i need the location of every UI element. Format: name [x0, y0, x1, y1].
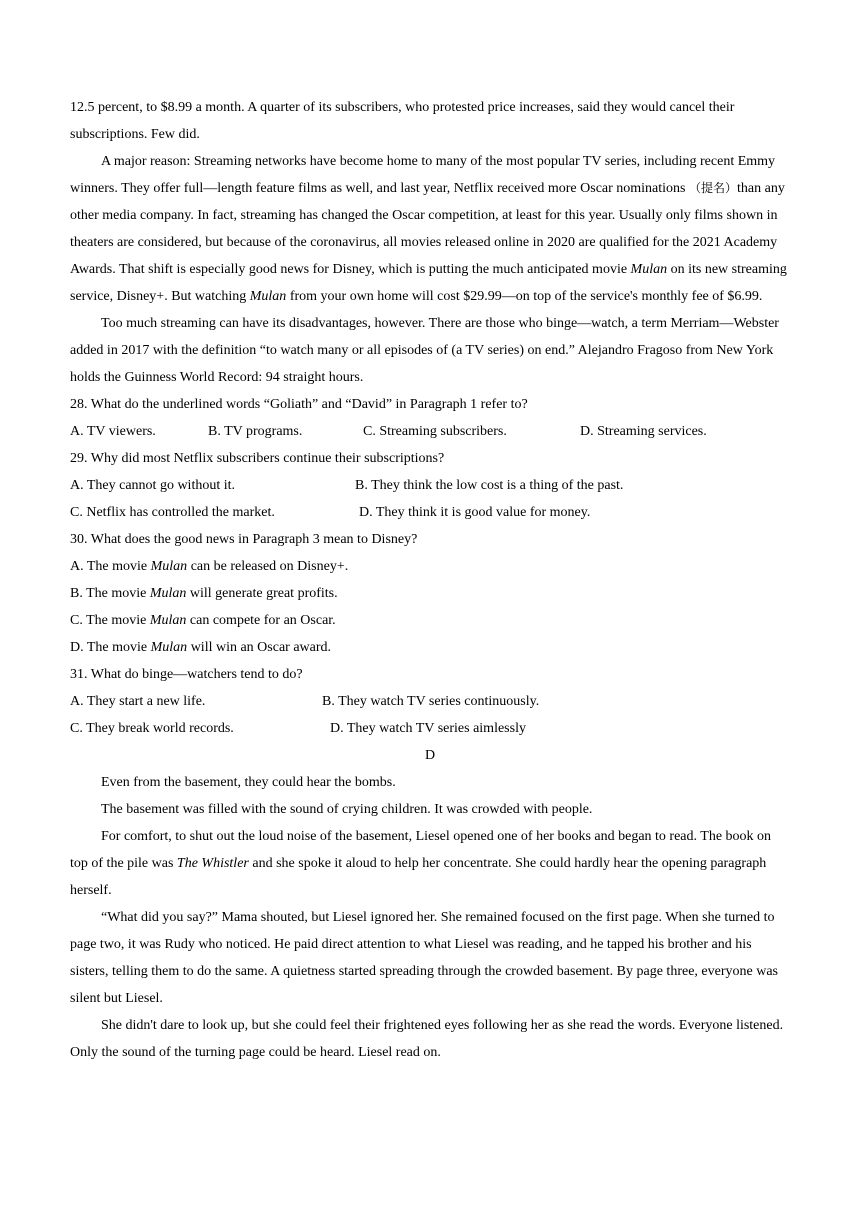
text-span: from your own home will cost $29.99—on top of the service's monthly fee of $6.99.	[286, 289, 763, 304]
question-29-option-c: C. Netflix has controlled the market.	[70, 505, 275, 520]
passage-d-paragraph-5: She didn't dare to look up, but she could feel their frightened eyes following her as she read the words. Everyone listened. Only the sound of the turning page could be heard. Liesel read on.	[70, 1018, 784, 1060]
question-31-options-row-1	[70, 688, 790, 715]
movie-title: Mulan	[249, 289, 287, 304]
passage-c-paragraph-continued: 12.5 percent, to $8.99 a month. A quarter of its subscribers, who protested price increases, said they would cancel their subscriptions. Few did.	[70, 100, 735, 142]
text-span: than any other media company. In fact, streaming has changed the Oscar competition, at least for this year. Usually only films shown in theaters are considered, but because of the coronavirus, all movies released online in 2020 are qualified for the 2021 Academy Awards. That shift is especially good news for Disney, which is putting the much anticipated movie	[70, 181, 785, 277]
question-28-option-d: D. Streaming services.	[580, 424, 707, 439]
passage-d-paragraph-1: Even from the basement, they could hear the bombs.	[101, 775, 396, 790]
question-28-stem: 28. What do the underlined words “Goliath” and “David” in Paragraph 1 refer to?	[70, 397, 528, 412]
movie-title: Mulan	[150, 640, 188, 655]
annotation-cjk: （提名）	[689, 181, 738, 195]
question-29-options-row-1	[70, 472, 790, 499]
question-29-option-a: A. They cannot go without it.	[70, 478, 235, 493]
text-span: can be released on Disney+.	[187, 559, 349, 574]
text-span: on its new streaming service, Disney+. But watching	[70, 262, 787, 304]
movie-title: Mulan	[149, 586, 187, 601]
text-span: For comfort, to shut out the loud noise of the basement, Liesel opened one of her books and began to read. The book on top of the pile was	[70, 829, 772, 871]
passage-d-paragraph-3	[70, 823, 790, 904]
question-31-option-c: C. They break world records.	[70, 721, 234, 736]
question-31-option-d: D. They watch TV series aimlessly	[330, 721, 526, 736]
text-span: can compete for an Oscar.	[186, 613, 336, 628]
movie-title: Mulan	[149, 613, 187, 628]
question-29-option-d: D. They think it is good value for money.	[359, 505, 591, 520]
question-28-option-b: B. TV programs.	[208, 424, 303, 439]
question-29-stem: 29. Why did most Netflix subscribers continue their subscriptions?	[70, 451, 445, 466]
movie-title: Mulan	[150, 559, 188, 574]
question-29-option-b: B. They think the low cost is a thing of the past.	[355, 478, 624, 493]
text-span: A. The movie	[70, 559, 151, 574]
book-title: The Whistler	[176, 856, 249, 871]
text-span: B. The movie	[70, 586, 150, 601]
passage-d-heading: D	[424, 748, 436, 763]
question-30-option-c	[70, 607, 790, 634]
question-31-option-a: A. They start a new life.	[70, 694, 206, 709]
passage-c-paragraph-reason	[70, 148, 790, 310]
text-span: and she spoke it aloud to help her concentrate. She could hardly hear the opening paragraph herself.	[70, 856, 767, 898]
question-30-option-b	[70, 580, 790, 607]
text-span: A major reason: Streaming networks have become home to many of the most popular TV series, including recent Emmy winners. They offer full—length feature films as well, and last year, Netflix received more Oscar nominations	[70, 154, 776, 196]
question-31-options-row-2	[70, 715, 790, 742]
question-28-option-a: A. TV viewers.	[70, 424, 156, 439]
text-span: will generate great profits.	[186, 586, 338, 601]
question-29-options-row-2	[70, 499, 790, 526]
document-body	[70, 94, 790, 1066]
question-31-stem: 31. What do binge—watchers tend to do?	[70, 667, 303, 682]
passage-d-paragraph-2: The basement was filled with the sound of crying children. It was crowded with people.	[101, 802, 593, 817]
passage-d-paragraph-4: “What did you say?” Mama shouted, but Liesel ignored her. She remained focused on the first page. When she turned to page two, it was Rudy who noticed. He paid direct attention to what Liesel was reading, and he tapped his brother and his sisters, telling them to do the same. A quietness started spreading through the crowded basement. By page three, everyone was silent but Liesel.	[70, 910, 778, 1006]
question-30-option-d	[70, 634, 790, 661]
question-28-options	[70, 418, 790, 445]
question-28-option-c: C. Streaming subscribers.	[363, 424, 507, 439]
movie-title: Mulan	[630, 262, 668, 277]
passage-c-paragraph-disadvantages: Too much streaming can have its disadvantages, however. There are those who binge—watch, a term Merriam—Webster added in 2017 with the definition “to watch many or all episodes of (a TV series) on end.” Alejandro Fragoso from New York holds the Guinness World Record: 94 straight hours.	[70, 316, 779, 385]
question-30-stem: 30. What does the good news in Paragraph 3 mean to Disney?	[70, 532, 418, 547]
text-span: D. The movie	[70, 640, 151, 655]
text-span: will win an Oscar award.	[187, 640, 332, 655]
question-30-option-a	[70, 553, 790, 580]
question-31-option-b: B. They watch TV series continuously.	[322, 694, 540, 709]
text-span: C. The movie	[70, 613, 150, 628]
